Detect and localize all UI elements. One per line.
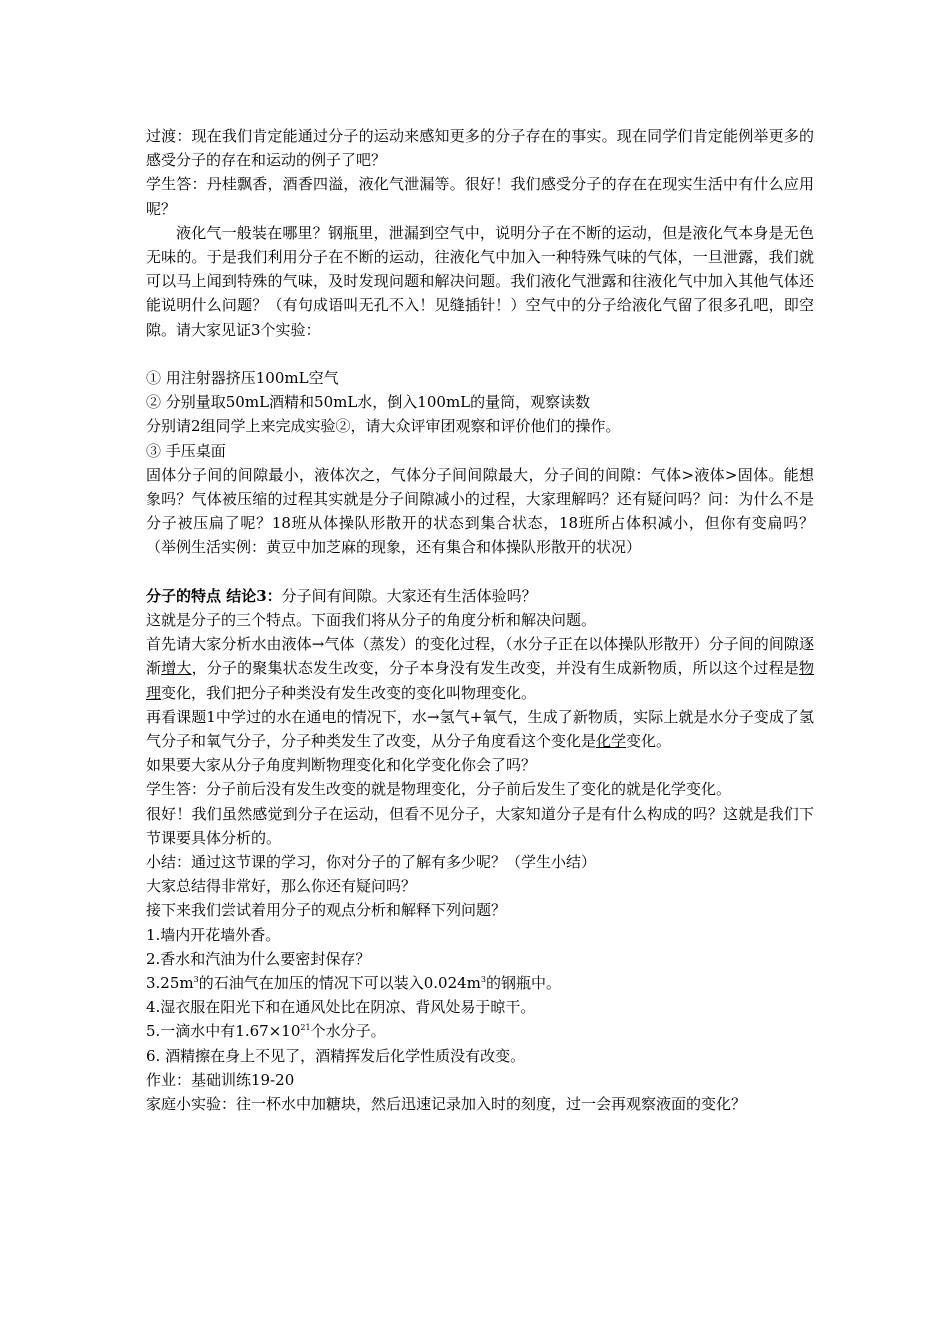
conclusion-3-text: 分子间有间隙。大家还有生活体验吗？ xyxy=(281,586,537,605)
questions-intro: 接下来我们尝试着用分子的观点分析和解释下列问题？ xyxy=(146,901,507,920)
blank-line xyxy=(146,342,814,366)
question-1: 1.墙内开花墙外香。 xyxy=(146,925,281,944)
evaporation-paragraph xyxy=(146,632,814,705)
question-2: 2.香水和汽油为什么要密封保存？ xyxy=(146,949,371,968)
experiment-1: ① 用注射器挤压100mL空气 xyxy=(146,369,339,388)
transition-paragraph: 过渡：现在我们肯定能通过分子的运动来感知更多的分子存在的事实。现在同学们肯定能例举更多的感受分子的存在和运动的例子了吧？ xyxy=(146,127,814,170)
superscript-3: 3 xyxy=(480,975,486,985)
question-5-text-2: 个水分子。 xyxy=(310,1022,386,1041)
question-5 xyxy=(146,1019,814,1043)
question-3-text-2: 的石油气在加压的情况下可以装入0.024m xyxy=(198,974,481,993)
electrolysis-text-2: 变化。 xyxy=(626,732,672,751)
superscript-3: 3 xyxy=(193,975,199,985)
experiment-3: ③ 手压桌面 xyxy=(146,441,226,460)
lpg-paragraph: 液化气一般装在哪里？钢瓶里，泄漏到空气中，说明分子在不断的运动，但是液化气本身是无色无味的。于是我们利用分子在不断的运动，往液化气中加入一种特殊气味的气体，一旦泄露，我们就可以马上闻到特殊的气味，及时发现问题和解决问题。我们液化气泄露和往液化气中加入其他气体还能说明什么问题？（有句成语叫无孔不入！见缝插针！）空气中的分子给液化气留了很多孔吧，即空隙。请大家见证3个实验： xyxy=(146,223,814,339)
evaporation-text-1: 首先请大家分析水由液体→气体（蒸发）的变化过程，（水分子正在以体操队形散开）分子间的间隙逐渐 xyxy=(146,635,814,678)
conclusion-3-paragraph xyxy=(146,584,814,608)
question-5-text-1: 5.一滴水中有1.67×10 xyxy=(146,1022,301,1041)
question-6: 6. 酒精擦在身上不见了，酒精挥发后化学性质没有改变。 xyxy=(146,1046,526,1065)
home-experiment-line: 家庭小实验：往一杯水中加糖块，然后迅速记录加入时的刻度，过一会再观察液面的变化？ xyxy=(146,1095,747,1114)
homework-line: 作业：基础训练19-20 xyxy=(146,1070,295,1089)
next-lesson-paragraph: 很好！我们虽然感觉到分子在运动，但看不见分子，大家知道分子是有什么构成的吗？这就是我们下节课要具体分析的。 xyxy=(146,804,814,847)
question-3-text-3: 的钢瓶中。 xyxy=(485,974,561,993)
three-features-paragraph: 这就是分子的三个特点。下面我们将从分子的角度分析和解决问题。 xyxy=(146,611,597,630)
blank-line xyxy=(146,560,814,584)
evaporation-text-3: 变化，我们把分子种类没有发生改变的变化叫物理变化。 xyxy=(161,683,537,702)
underlined-chemical: 化学 xyxy=(596,732,627,751)
document-body xyxy=(146,124,814,1116)
question-3-text-1: 3.25m xyxy=(146,974,194,993)
electrolysis-text-1: 再看课题1中学过的水在通电的情况下，水→氢气+氧气，生成了新物质，实际上就是水分子变成了氢气分子和氧气分子，分子种类发生了改变，从分子角度看这个变化是 xyxy=(146,707,814,751)
gap-explanation-paragraph: 固体分子间的间隙最小，液体次之，气体分子间间隙最大，分子间的间隙：气体>液体>固体。能想象吗？气体被压缩的过程其实就是分子间隙减小的过程，大家理解吗？还有疑问吗？问：为什么不是分子被压扁了呢？18班从体操队形散开的状态到集合状态，18班所占体积减小，但你有变扁吗？（举例生活实例：黄豆中加芝麻的现象，还有集合和体操队形散开的状况） xyxy=(146,465,814,557)
underlined-physical: 物理 xyxy=(146,659,814,702)
summary-line: 小结：通过这节课的学习，你对分子的了解有多少呢？（学生小结） xyxy=(146,853,597,872)
evaporation-text-2: ，分子的聚集状态发生改变，分子本身没有发生改变，并没有生成新物质，所以这个过程是 xyxy=(191,659,799,678)
question-4: 4.湿衣服在阳光下和在通风处比在阴凉、背风处易于晾干。 xyxy=(146,998,536,1017)
superscript-21: 21 xyxy=(300,1023,311,1033)
conclusion-3-heading: 分子的特点 结论3： xyxy=(146,586,282,605)
experiment-2-note: 分别请2组同学上来完成实验②，请大众评审团观察和评价他们的操作。 xyxy=(146,417,621,436)
question-3 xyxy=(146,971,814,995)
electrolysis-paragraph xyxy=(146,705,814,753)
student-answer-paragraph: 学生答：丹桂飘香，酒香四溢，液化气泄漏等。很好！我们感受分子的存在在现实生活中有什么应用呢？ xyxy=(146,175,814,218)
underlined-increase: 增大 xyxy=(161,659,192,678)
student-answer-2: 学生答：分子前后没有发生改变的就是物理变化，分子前后发生了变化的就是化学变化。 xyxy=(146,780,732,799)
doubts-line: 大家总结得非常好，那么你还有疑问吗？ xyxy=(146,877,417,896)
experiment-2: ② 分别量取50mL酒精和50mL水，倒入100mL的量筒，观察读数 xyxy=(146,393,591,412)
judge-question: 如果要大家从分子角度判断物理变化和化学变化你会了吗？ xyxy=(146,756,537,775)
